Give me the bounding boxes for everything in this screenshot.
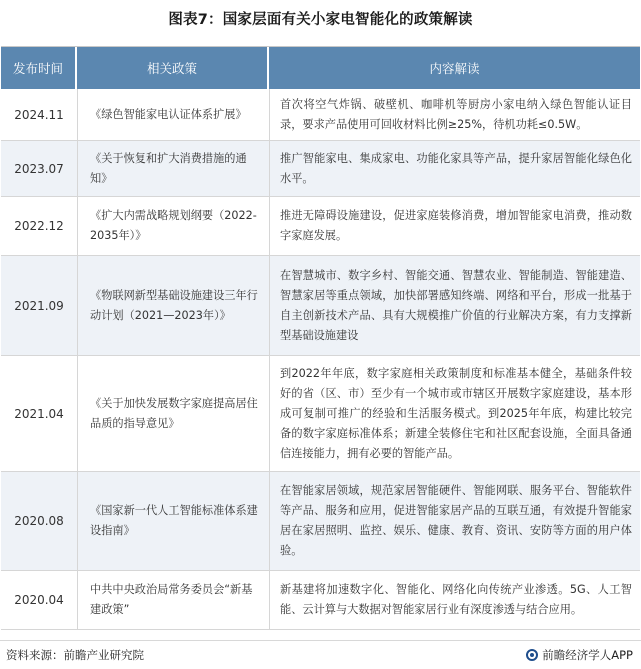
table-row [1, 356, 640, 472]
table-header [1, 47, 640, 89]
source-note: 资料来源：前瞻产业研究院 [6, 648, 144, 662]
table-row [1, 197, 640, 256]
row-policy: 《物联网新型基础设施建设三年行动计划（2021—2023年）》 [77, 256, 269, 355]
table-row [1, 256, 640, 356]
table-row [1, 141, 640, 197]
row-content: 首次将空气炸锅、破壁机、咖啡机等厨房小家电纳入绿色智能认证目录，要求产品使用可回收材料比例≥25%，待机功耗≤0.5W。 [269, 89, 640, 140]
row-policy: 《扩大内需战略规划纲要（2022-2035年）》 [77, 197, 269, 255]
row-date: 2023.07 [14, 161, 64, 176]
row-date: 2021.04 [14, 406, 64, 421]
brand-label: 前瞻经济学人APP [542, 648, 633, 662]
row-date: 2020.04 [14, 593, 64, 607]
table-body [1, 89, 640, 630]
page-title: 图表7：国家层面有关小家电智能化的政策解读 [168, 12, 473, 28]
row-content: 新基建将加速数字化、智能化、网络化向传统产业渗透。5G、人工智能、云计算与大数据对智能家居行业有深度渗透与结合应用。 [269, 571, 640, 629]
row-policy: 《关于恢复和扩大消费措施的通知》 [77, 141, 269, 196]
table-row [1, 571, 640, 630]
table-row [1, 472, 640, 571]
row-content: 在智慧城市、数字乡村、智能交通、智慧农业、智能制造、智能建造、智慧家居等重点领域，加快部署感知终端、网络和平台，形成一批基于自主创新技术产品、具有大规模推广价值的行业解决方案，有力支撑新型基础设施建设 [269, 256, 640, 355]
row-content: 推广智能家电、集成家电、功能化家具等产品，提升家居智能化绿色化水平。 [269, 141, 640, 196]
footer [0, 640, 641, 669]
row-content: 到2022年年底，数字家庭相关政策制度和标准基本健全，基础条件较好的省（区、市）至少有一个城市或市辖区开展数字家庭建设，基本形成可复制可推广的经验和生活服务模式。到2025年年底，构建比较完备的数字家庭标准体系；新建全装修住宅和社区配套设施，全面具备通信连接能力，拥有必要的智能产品。 [269, 356, 640, 471]
row-date: 2020.08 [14, 514, 64, 528]
row-date: 2022.12 [14, 219, 64, 233]
row-policy: 《关于加快发展数字家庭提高居住品质的指导意见》 [77, 356, 269, 471]
brand-logo-icon [526, 649, 538, 661]
row-content: 推进无障碍设施建设，促进家庭装修消费，增加智能家电消费，推动数字家庭发展。 [269, 197, 640, 255]
policy-table [1, 46, 640, 630]
row-content: 在智能家居领域，规范家居智能硬件、智能网联、服务平台、智能软件等产品、服务和应用，促进智能家居产品的互联互通，有效提升智能家居在家居照明、监控、娱乐、健康、教育、资讯、安防等方面的用户体验。 [269, 472, 640, 570]
table-row [1, 89, 640, 141]
row-policy: 《国家新一代人工智能标准体系建设指南》 [77, 472, 269, 570]
header-policy: 相关政策 [77, 47, 269, 89]
brand [526, 647, 633, 663]
row-policy: 《绿色智能家电认证体系扩展》 [77, 89, 269, 140]
row-policy: 中共中央政治局常务委员会“新基建政策” [77, 571, 269, 629]
header-content: 内容解读 [429, 61, 480, 76]
header-date: 发布时间 [1, 47, 77, 89]
row-date: 2024.11 [14, 107, 64, 122]
row-date: 2021.09 [14, 298, 64, 313]
